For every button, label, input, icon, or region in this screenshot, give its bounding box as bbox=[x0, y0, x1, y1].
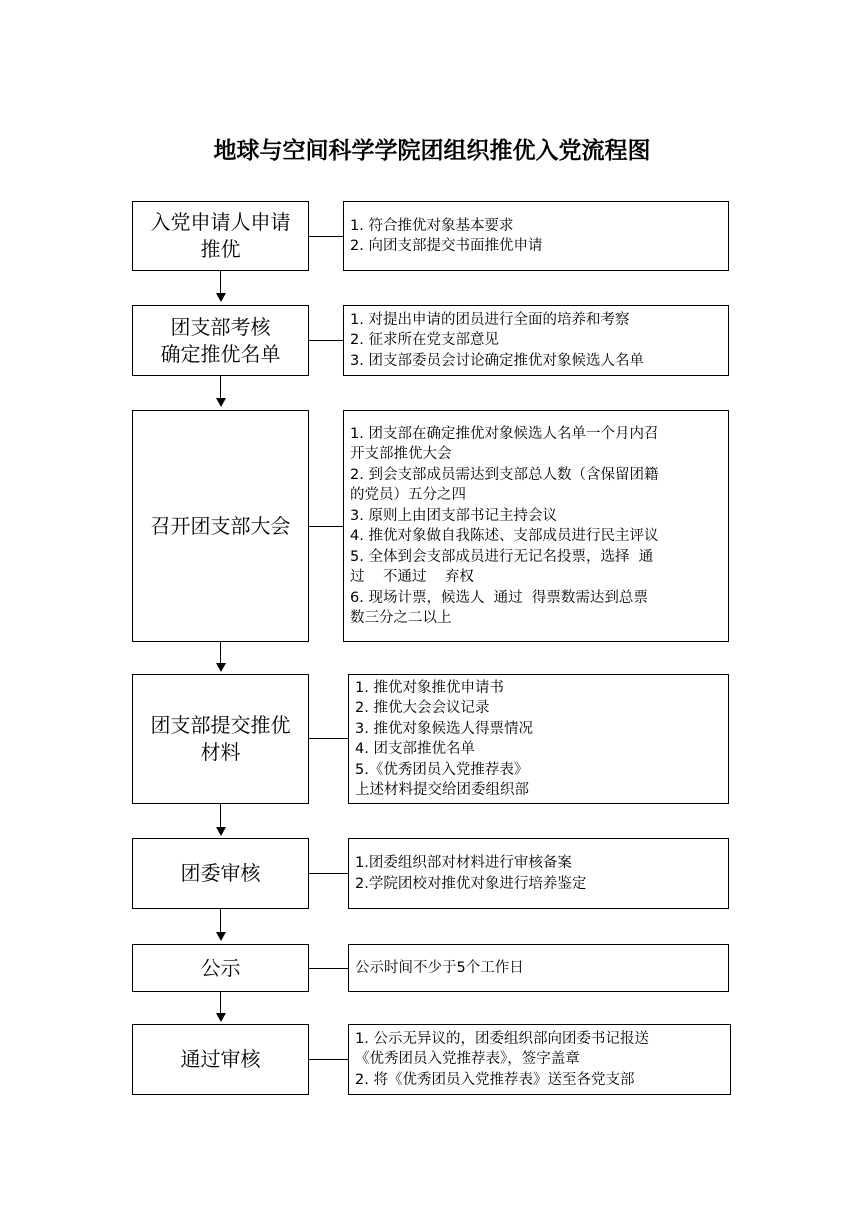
detail-line: 4. 推优对象做自我陈述、支部成员进行民主评议 bbox=[350, 528, 659, 544]
detail-line: 5.《优秀团员入党推荐表》 bbox=[355, 761, 529, 778]
detail-line: 2.学院团校对推优对象进行培养鉴定 bbox=[355, 875, 587, 892]
step-label-line: 团支部考核 bbox=[170, 314, 271, 339]
connector-line bbox=[309, 526, 343, 527]
detail-line: 1. 对提出申请的团员进行全面的培养和考察 bbox=[350, 311, 630, 328]
flow-arrowhead bbox=[216, 293, 226, 302]
flow-arrow-line bbox=[220, 376, 221, 398]
detail-line: 6. 现场计票，候选人 通过 得票数需达到总票 bbox=[350, 589, 648, 606]
connector-line bbox=[309, 340, 343, 341]
detail-line: 1.团委组织部对材料进行审核备案 bbox=[355, 855, 572, 871]
detail-line: 3. 团支部委员会讨论确定推优对象候选人名单 bbox=[350, 352, 644, 369]
flow-arrow-line bbox=[220, 804, 221, 827]
detail-line: 4. 团支部推优名单 bbox=[355, 741, 475, 757]
step-label-line: 公示 bbox=[200, 955, 241, 980]
detail-box-apply bbox=[343, 201, 729, 271]
step-label-line: 入党申请人申请 bbox=[150, 210, 291, 234]
detail-line: 2. 征求所在党支部意见 bbox=[350, 332, 499, 349]
connector-line bbox=[309, 738, 348, 739]
flow-arrowhead bbox=[216, 398, 226, 407]
detail-line: 过 不通过 弃权 bbox=[350, 569, 474, 585]
step-label-line: 确定推优名单 bbox=[160, 341, 281, 366]
detail-line: 数三分之二以上 bbox=[350, 610, 452, 626]
detail-line: 2. 向团支部提交书面推优申请 bbox=[350, 238, 543, 254]
step-box-publicity bbox=[132, 944, 309, 992]
flow-arrow-line bbox=[220, 642, 221, 663]
connector-line bbox=[309, 236, 343, 237]
detail-line: 的党员）五分之四 bbox=[350, 487, 466, 503]
detail-line: 3. 推优对象候选人得票情况 bbox=[355, 720, 533, 737]
detail-line: 2. 推优大会会议记录 bbox=[355, 700, 490, 716]
connector-line bbox=[309, 968, 348, 969]
detail-line: 5. 全体到会支部成员进行无记名投票，选择 通 bbox=[350, 548, 654, 565]
flow-arrow-line bbox=[220, 909, 221, 932]
step-label-line: 材料 bbox=[200, 740, 241, 764]
detail-line: 公示时间不少于5个工作日 bbox=[355, 959, 524, 976]
step-box-meeting bbox=[132, 410, 309, 642]
step-label-line: 团委审核 bbox=[180, 861, 261, 885]
connector-line bbox=[309, 873, 348, 874]
detail-box-meeting bbox=[343, 410, 729, 642]
detail-line: 开支部推优大会 bbox=[350, 446, 452, 462]
page-title: 地球与空间科学学院团组织推优入党流程图 bbox=[213, 137, 651, 164]
detail-line: 1. 符合推优对象基本要求 bbox=[350, 217, 514, 234]
detail-line: 2. 到会支部成员需达到支部总人数（含保留团籍 bbox=[350, 466, 659, 483]
step-label-line: 团支部提交推优 bbox=[150, 713, 291, 737]
step-box-approved bbox=[132, 1024, 309, 1095]
detail-line: 上述材料提交给团委组织部 bbox=[355, 782, 529, 798]
detail-box-evaluate bbox=[343, 305, 729, 376]
step-box-committee-review bbox=[132, 838, 309, 909]
detail-box-committee-review bbox=[348, 838, 729, 909]
detail-line: 1. 团支部在确定推优对象候选人名单一个月内召 bbox=[350, 425, 659, 442]
step-box-evaluate bbox=[132, 305, 309, 376]
step-box-submit-materials bbox=[132, 674, 309, 804]
detail-line: 1. 公示无异议的，团委组织部向团委书记报送 bbox=[355, 1030, 649, 1047]
detail-line: 3. 原则上由团支部书记主持会议 bbox=[350, 507, 557, 524]
flow-arrowhead bbox=[216, 932, 226, 941]
detail-box-publicity bbox=[348, 944, 729, 992]
flow-arrowhead bbox=[216, 663, 226, 672]
flow-arrow-line bbox=[220, 271, 221, 293]
detail-box-submit-materials bbox=[348, 674, 729, 804]
step-label-line: 推优 bbox=[200, 237, 241, 261]
detail-line: 1. 推优对象推优申请书 bbox=[355, 679, 504, 696]
detail-box-approved bbox=[348, 1024, 731, 1095]
step-label-line: 召开团支部大会 bbox=[150, 513, 291, 538]
connector-line bbox=[309, 1059, 348, 1060]
flow-arrow-line bbox=[220, 992, 221, 1013]
flow-arrowhead bbox=[216, 827, 226, 836]
step-box-apply bbox=[132, 201, 309, 271]
detail-line: 《优秀团员入党推荐表》，签字盖章 bbox=[355, 1051, 580, 1068]
step-label-line: 通过审核 bbox=[180, 1047, 261, 1071]
flow-arrowhead bbox=[216, 1013, 226, 1022]
detail-line: 2. 将《优秀团员入党推荐表》送至各党支部 bbox=[355, 1071, 635, 1088]
